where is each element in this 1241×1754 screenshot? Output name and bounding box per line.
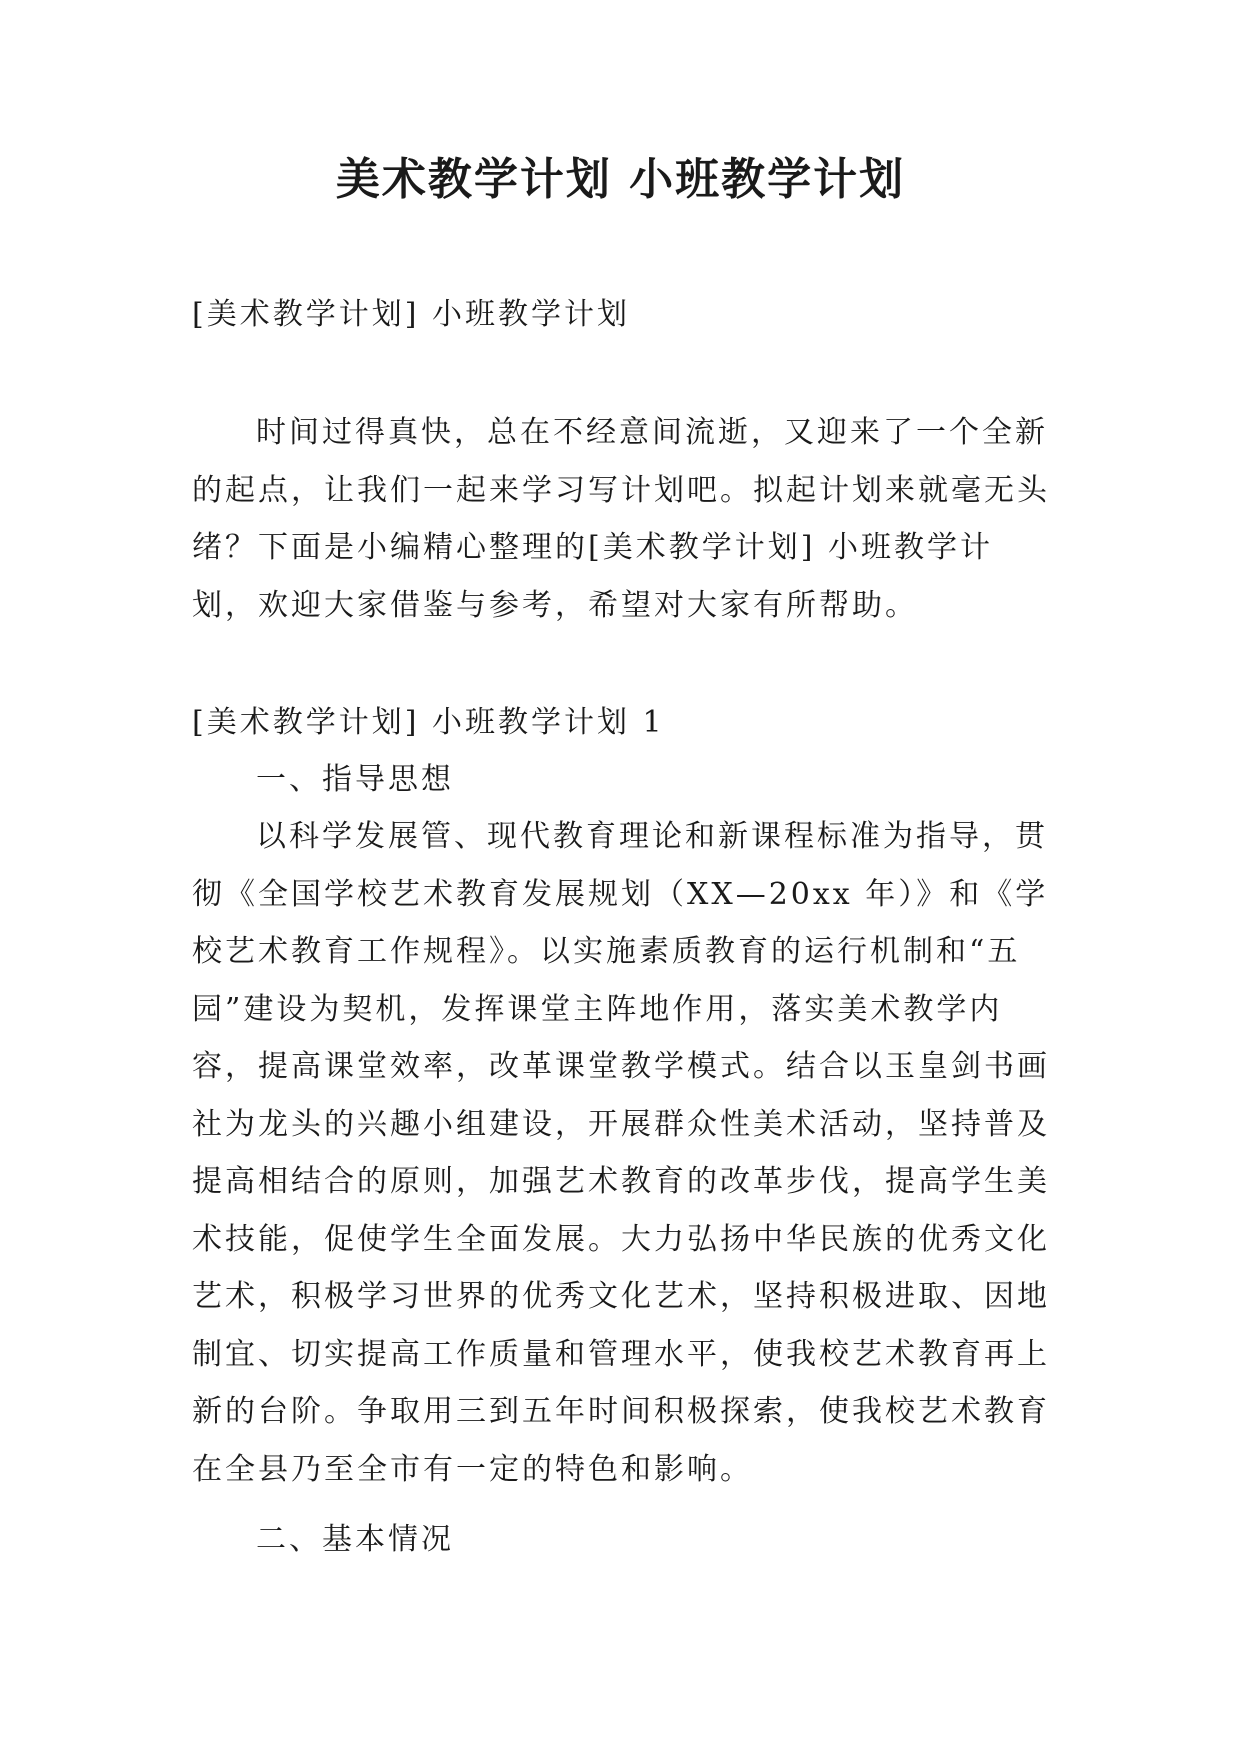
guiding-thought-paragraph: 以科学发展管、现代教育理论和新课程标准为指导，贯彻《全国学校艺术教育发展规划（XX—20xx 年）》和《学校艺术教育工作规程》。以实施素质教育的运行机制和“五园”建设为契机，发挥课堂主阵地作用，落实美术教学内容，提高课堂效率，改革课堂教学模式。结合以玉皇剑书画社为龙头的兴趣小组建设，开展群众性美术活动，坚持普及提高相结合的原则，加强艺术教育的改革步伐，提高学生美术技能，促使学生全面发展。大力弘扬中华民族的优秀文化艺术，积极学习世界的优秀文化艺术，坚持积极进取、因地制宜、切实提高工作质量和管理水平，使我校艺术教育再上新的台阶。争取用三到五年时间积极探索，使我校艺术教育在全县乃至全市有一定的特色和影响。	[192, 819, 1050, 1487]
document-title: 美术教学计划 小班教学计划	[335, 154, 906, 205]
intro-paragraph: 时间过得真快，总在不经意间流逝，又迎来了一个全新的起点，让我们一起来学习写计划吧。拟起计划来就毫无头绪？下面是小编精心整理的[美术教学计划] 小班教学计划，欢迎大家借鉴与参考，希望对大家有所帮助。	[192, 415, 1050, 623]
heading-guiding-thought: 一、指导思想	[256, 762, 454, 797]
heading-basic-situation: 二、基本情况	[256, 1522, 454, 1557]
section-heading: [美术教学计划] 小班教学计划 1	[192, 705, 665, 740]
document-subtitle: [美术教学计划] 小班教学计划	[192, 297, 630, 332]
